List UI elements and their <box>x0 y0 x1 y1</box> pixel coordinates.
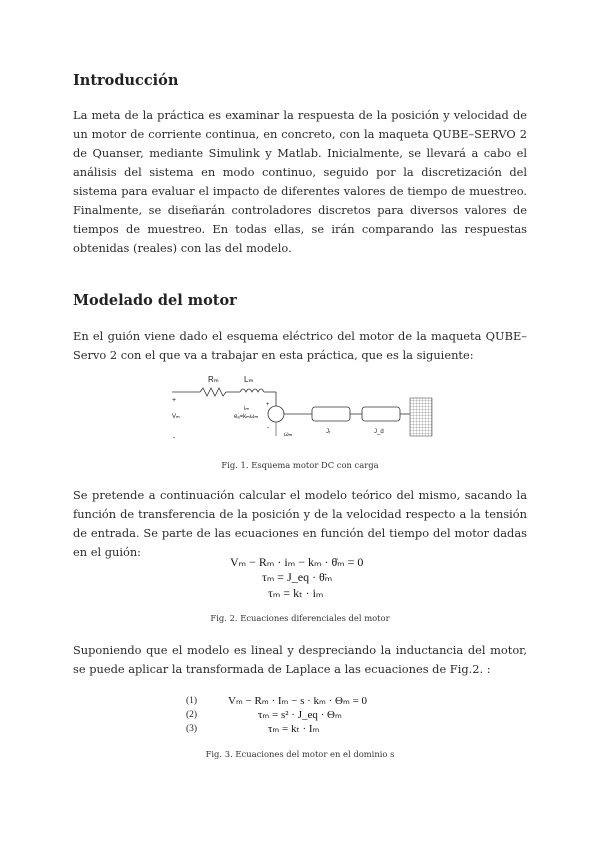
label-jr: Jᵣ <box>326 429 331 435</box>
equation-number-2: (2) <box>186 710 198 720</box>
modelado-paragraph-2: Se pretende a continuación calcular el modelo teórico del mismo, sacando la función de transferencia de la posición y de la velocidad respecto a la tensión de entrada. Se parte de las ecuaciones en función del tiempo del motor dadas en el guión: <box>73 488 527 559</box>
label-plus-left: + <box>172 397 177 404</box>
figure-2-caption: Fig. 2. Ecuaciones diferenciales del motor <box>210 613 390 623</box>
label-plus-motor: + <box>266 402 270 408</box>
resistor-symbol <box>200 388 226 396</box>
figure-3-caption: Fig. 3. Ecuaciones del motor en el dominio s <box>205 749 395 759</box>
equation-differential-1: Vₘ − Rₘ · iₘ − kₘ · θ̇ₘ = 0 <box>230 555 364 569</box>
ground-hatch <box>410 398 432 436</box>
label-emf: eₐ=kₘωₘ <box>234 414 259 420</box>
modelado-paragraph-1: En el guión viene dado el esquema eléctrico del motor de la maqueta QUBE–Servo 2 con el que va a trabajar en esta práctica, que es la siguiente: <box>73 329 527 362</box>
equation-differential-3: τₘ = kₜ · iₘ <box>268 586 324 600</box>
label-minus-motor: - <box>267 425 270 432</box>
disk-inertia-block <box>362 407 400 421</box>
section-title-modelado: Modelado del motor <box>73 292 237 309</box>
rotor-inertia-block <box>312 407 350 421</box>
section-title-introduccion: Introducción <box>73 72 179 89</box>
equation-laplace-2: τₘ = s² · J_eq · Θₘ <box>258 709 342 721</box>
label-jd: J_d <box>374 429 384 435</box>
equation-laplace-1: Vₘ − Rₘ · Iₘ − s · kₘ · Θₘ = 0 <box>228 695 368 707</box>
label-vm: Vₘ <box>172 414 180 420</box>
equation-differential-2: τₘ = J_eq · θ̈ₘ <box>262 570 333 584</box>
intro-paragraph: La meta de la práctica es examinar la respuesta de la posición y velocidad de un motor de corriente continua, en concreto, con la maqueta QUBE–SERVO 2 de Quanser, mediante Simulink y Matlab. Inicialmente, se llevará a cabo el análisis del sistema en modo continuo, seguido por la discretización del sistema para evaluar el impacto de diferentes valores de tiempo de muestreo. Finalmente, se diseñarán controladores discretos para diversos valores de tiempos de muestreo. En todas ellas, se irán comparando las respuestas obtenidas (reales) con las del modelo. <box>73 108 527 255</box>
inductor-symbol <box>240 389 264 392</box>
motor-circuit-diagram <box>170 370 434 440</box>
label-lm: Lₘ <box>244 375 254 384</box>
motor-symbol <box>268 406 284 422</box>
figure-1-caption: Fig. 1. Esquema motor DC con carga <box>221 460 379 470</box>
equation-number-1: (1) <box>186 696 198 706</box>
label-minus-left: - <box>173 435 176 440</box>
label-omega: ωₘ <box>284 432 293 438</box>
label-im: iₘ <box>244 406 250 412</box>
equation-number-3: (3) <box>186 724 198 734</box>
modelado-paragraph-3: Suponiendo que el modelo es lineal y despreciando la inductancia del motor, se puede aplicar la transformada de Laplace a las ecuaciones de Fig.2. : <box>73 643 527 676</box>
equation-laplace-3: τₘ = kₜ · Iₘ <box>268 723 320 735</box>
label-rm: Rₘ <box>208 375 219 384</box>
